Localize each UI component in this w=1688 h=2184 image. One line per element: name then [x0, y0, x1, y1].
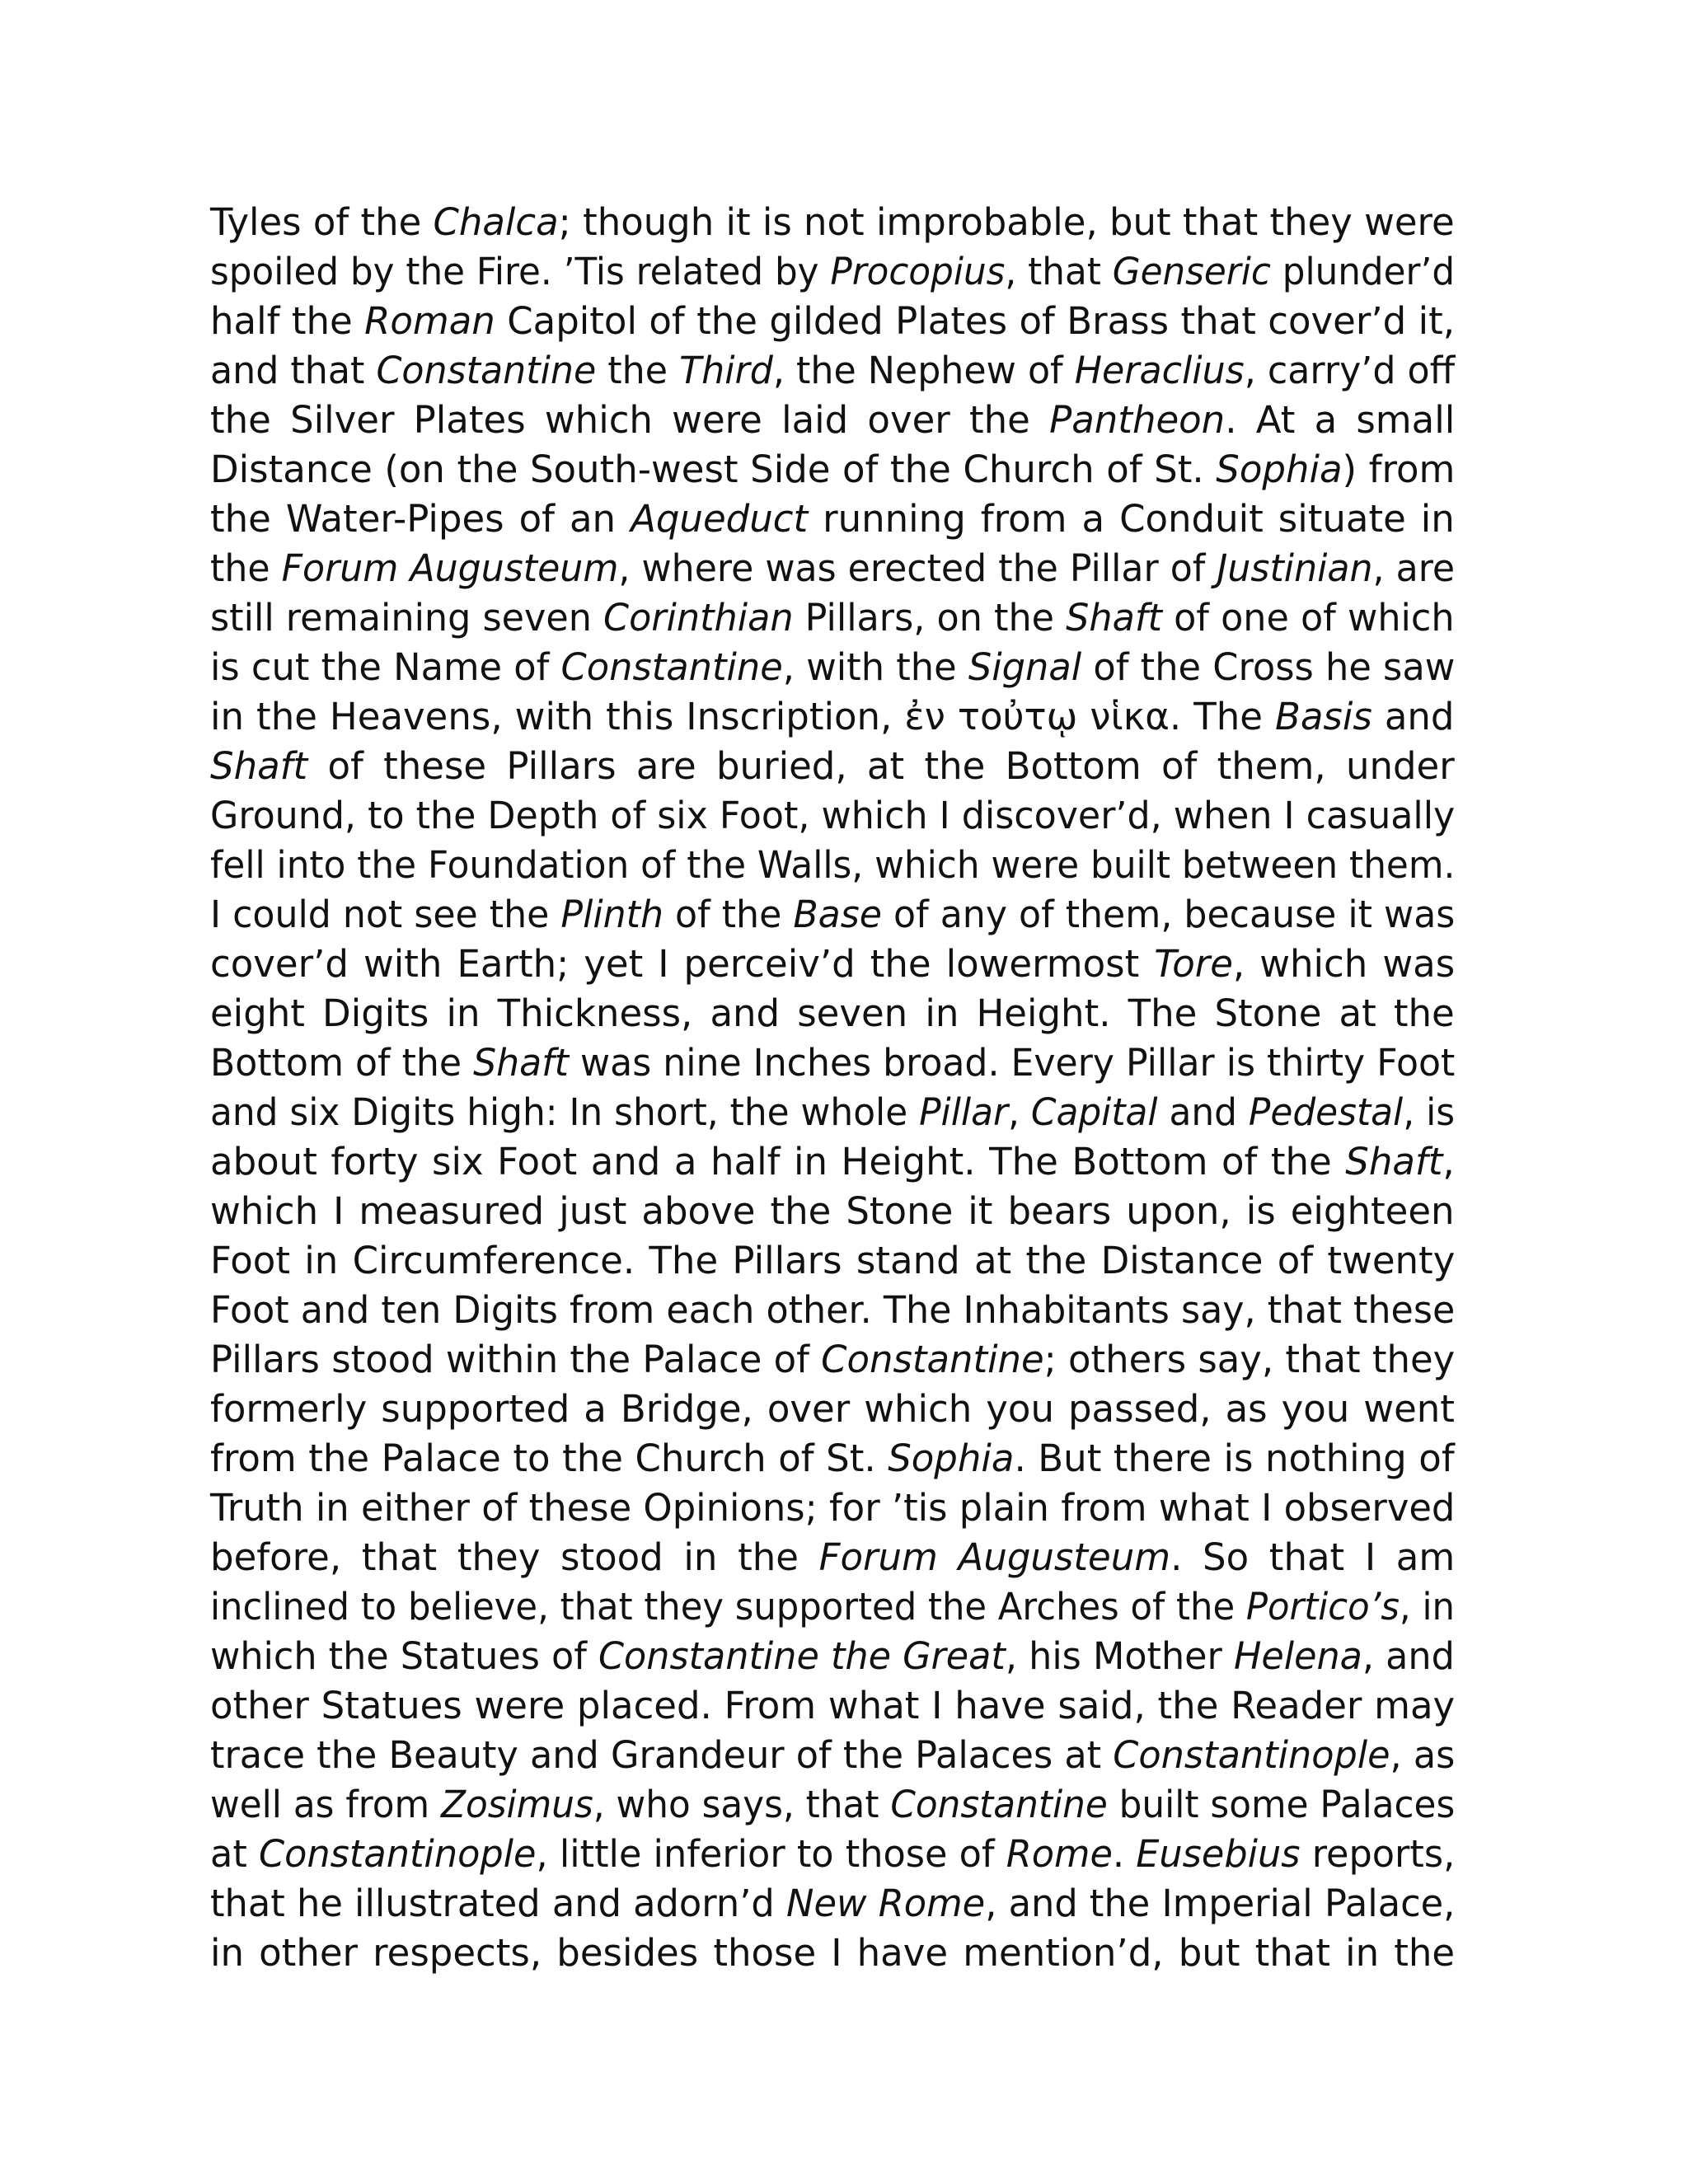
text-segment: cover’d with Earth; yet I perceiv’d the lowermost: [210, 942, 1155, 986]
text-segment: spoiled by the Fire. ’Tis related by: [210, 250, 831, 293]
text-segment: built some Palaces: [1107, 1783, 1456, 1826]
italic-text-segment: Constantine: [890, 1783, 1108, 1826]
text-line: [210, 1038, 1456, 1088]
italic-text-segment: Justinian: [1217, 546, 1373, 590]
text-segment: Tyles of the: [210, 200, 434, 244]
text-line: [210, 593, 1455, 643]
text-line: [210, 1681, 1455, 1731]
text-segment: trace the Beauty and Grandeur of the Palaces at: [210, 1733, 1114, 1777]
italic-text-segment: Sophia: [1216, 448, 1343, 491]
italic-text-segment: Basis: [1274, 695, 1372, 738]
text-line: [210, 1483, 1456, 1533]
text-line: [210, 1879, 1456, 1929]
text-line: [210, 198, 1453, 247]
text-segment: that he illustrated and adorn’d: [210, 1882, 787, 1925]
text-segment: , and the Imperial Palace,: [985, 1882, 1456, 1925]
text-line: [210, 643, 1456, 692]
italic-text-segment: Chalca: [433, 200, 559, 244]
text-segment: inclined to believe, that they supported the Arches of the: [210, 1585, 1246, 1629]
text-segment: .: [1112, 1832, 1137, 1876]
italic-text-segment: Portico’s: [1245, 1585, 1400, 1629]
text-segment: , the Nephew of: [772, 349, 1075, 392]
text-segment: Truth in either of these Opinions; for ’tis plain from what I observed: [210, 1486, 1456, 1530]
text-line: [210, 1731, 1456, 1780]
italic-text-segment: Capital: [1030, 1090, 1158, 1134]
text-line: [210, 940, 1455, 989]
text-segment: Distance (on the South-west Side of the Church of St.: [210, 448, 1217, 491]
italic-text-segment: Tore: [1154, 942, 1233, 986]
italic-text-segment: Constantinople: [258, 1832, 537, 1876]
text-segment: of the: [663, 893, 794, 936]
italic-text-segment: Pantheon: [1049, 398, 1226, 442]
text-line: [210, 1335, 1456, 1385]
text-segment: ,: [1442, 1140, 1455, 1183]
text-segment: and: [1157, 1090, 1249, 1134]
italic-text-segment: Helena: [1233, 1634, 1362, 1678]
italic-text-segment: Third: [679, 349, 773, 392]
text-segment: was nine Inches broad. Every Pillar is thirty Foot: [569, 1041, 1456, 1085]
italic-text-segment: Shaft: [1066, 596, 1162, 640]
text-segment: in the Heavens, with this Inscription, ἐν τοὐτῳ νἱκα. The: [210, 695, 1275, 738]
text-segment: Pillars, on the: [793, 596, 1067, 640]
text-segment: the Silver Plates which were laid over the: [210, 398, 1050, 442]
text-segment: in other respects, besides those I have mention’d, but that in the: [210, 1931, 1456, 1975]
italic-text-segment: Constantinople: [1113, 1733, 1390, 1777]
text-line: [210, 989, 1455, 1038]
text-line: [210, 1088, 1456, 1137]
text-segment: , that: [1005, 250, 1113, 293]
text-segment: . But there is nothing of: [1014, 1436, 1455, 1480]
italic-text-segment: Constantine the Great: [598, 1634, 1006, 1678]
text-segment: of any of them, because it was: [881, 893, 1456, 936]
text-segment: . So that I am: [1170, 1535, 1456, 1579]
text-line: [210, 1533, 1455, 1582]
italic-text-segment: Sophia: [888, 1436, 1015, 1480]
italic-text-segment: Signal: [968, 645, 1082, 689]
italic-text-segment: Zosimus: [440, 1783, 593, 1826]
italic-text-segment: Corinthian: [603, 596, 794, 640]
text-segment: , is: [1403, 1090, 1456, 1134]
text-segment: at: [210, 1832, 259, 1876]
text-segment: of these Pillars are buried, at the Bottom of them, under: [307, 744, 1455, 788]
text-segment: , as: [1390, 1733, 1456, 1777]
text-line: [210, 494, 1455, 544]
italic-text-segment: Forum Augusteum: [281, 546, 619, 590]
text-segment: , little inferior to those of: [536, 1832, 1006, 1876]
text-line: [210, 1929, 1455, 1978]
text-segment: the Water-Pipes of an: [210, 497, 631, 541]
text-segment: Foot and ten Digits from each other. The Inhabitants say, that these: [210, 1288, 1456, 1332]
italic-text-segment: New Rome: [786, 1882, 986, 1925]
text-segment: Bottom of the: [210, 1041, 474, 1085]
text-line: [210, 297, 1455, 346]
italic-text-segment: Shaft: [210, 744, 308, 788]
text-segment: ) from: [1342, 448, 1456, 491]
text-segment: , are: [1372, 546, 1456, 590]
text-segment: is cut the Name of: [210, 645, 561, 689]
text-segment: , which was: [1232, 942, 1456, 986]
text-segment: Pillars stood within the Palace of: [210, 1338, 822, 1381]
text-segment: and: [1372, 695, 1455, 738]
text-line: [210, 1187, 1455, 1236]
text-segment: ; though it is not improbable, but that they were: [558, 200, 1455, 244]
text-line: [210, 396, 1455, 445]
text-segment: and that: [210, 349, 377, 392]
text-segment: , his Mother: [1005, 1634, 1234, 1678]
text-line: [210, 1582, 1455, 1632]
text-segment: about forty six Foot and a half in Height. The Bottom of the: [210, 1140, 1346, 1183]
text-segment: ,: [1007, 1090, 1031, 1134]
text-segment: I could not see the: [210, 893, 561, 936]
text-segment: from the Palace to the Church of St.: [210, 1436, 889, 1480]
italic-text-segment: Constantine: [560, 645, 783, 689]
italic-text-segment: Genseric: [1112, 250, 1271, 293]
text-segment: , in: [1399, 1585, 1455, 1629]
text-segment: ; others say, that they: [1043, 1338, 1456, 1381]
italic-text-segment: Shaft: [1345, 1140, 1443, 1183]
italic-text-segment: Base: [793, 893, 882, 936]
italic-text-segment: Forum Augusteum: [818, 1535, 1171, 1579]
text-segment: and six Digits high: In short, the whole: [210, 1090, 920, 1134]
text-line: [210, 544, 1456, 593]
text-line: [210, 247, 1456, 297]
text-segment: reports,: [1300, 1832, 1456, 1876]
text-line: [210, 1137, 1455, 1187]
text-segment: half the: [210, 299, 365, 343]
text-segment: other Statues were placed. From what I have said, the Reader may: [210, 1684, 1456, 1727]
text-line: [210, 1385, 1455, 1434]
text-segment: still remaining seven: [210, 596, 604, 640]
text-segment: , who says, that: [593, 1783, 891, 1826]
text-segment: Foot in Circumference. The Pillars stand at the Distance of twenty: [210, 1239, 1456, 1282]
italic-text-segment: Plinth: [560, 893, 664, 936]
text-line: [210, 346, 1456, 396]
text-line: [210, 791, 1456, 841]
text-segment: the: [210, 546, 282, 590]
italic-text-segment: Eusebius: [1136, 1832, 1301, 1876]
italic-text-segment: Pillar: [919, 1090, 1008, 1134]
text-line: [210, 445, 1455, 494]
italic-text-segment: Rome: [1006, 1832, 1113, 1876]
italic-text-segment: Heraclius: [1074, 349, 1245, 392]
italic-text-segment: Constantine: [376, 349, 597, 392]
text-segment: . At a small: [1225, 398, 1456, 442]
text-line: [210, 742, 1455, 791]
text-segment: before, that they stood in the: [210, 1535, 819, 1579]
text-segment: which I measured just above the Stone it bears upon, is eighteen: [210, 1189, 1455, 1233]
text-line: [210, 1236, 1455, 1286]
text-line: [210, 1632, 1455, 1681]
text-line: [210, 1780, 1456, 1830]
text-line: [210, 890, 1456, 940]
text-segment: formerly supported a Bridge, over which you passed, as you went: [210, 1387, 1455, 1431]
text-segment: fell into the Foundation of the Walls, which were built between them.: [210, 843, 1456, 887]
text-segment: the: [596, 349, 680, 392]
italic-text-segment: Pedestal: [1248, 1090, 1404, 1134]
text-segment: which the Statues of: [210, 1634, 598, 1678]
text-segment: of one of which: [1161, 596, 1455, 640]
text-segment: Ground, to the Depth of six Foot, which I discover’d, when I casually: [210, 794, 1456, 837]
text-line: [210, 841, 1456, 890]
italic-text-segment: Procopius: [830, 250, 1006, 293]
text-line: [210, 692, 1455, 742]
text-segment: of the Cross he saw: [1081, 645, 1456, 689]
text-segment: plunder’d: [1270, 250, 1456, 293]
italic-text-segment: Roman: [364, 299, 495, 343]
text-segment: Capitol of the gilded Plates of Brass that cover’d it,: [495, 299, 1456, 343]
text-segment: , with the: [782, 645, 968, 689]
text-line: [210, 1830, 1456, 1879]
text-segment: running from a Conduit situate in: [808, 497, 1455, 541]
body-text: [210, 198, 1455, 1978]
italic-text-segment: Constantine: [821, 1338, 1044, 1381]
text-segment: , and: [1362, 1634, 1455, 1678]
text-segment: eight Digits in Thickness, and seven in Height. The Stone at the: [210, 991, 1455, 1035]
text-segment: , where was erected the Pillar of: [618, 546, 1217, 590]
text-line: [210, 1286, 1456, 1335]
text-line: [210, 1434, 1455, 1483]
text-segment: , carry’d off: [1244, 349, 1456, 392]
text-segment: well as from: [210, 1783, 441, 1826]
italic-text-segment: Shaft: [473, 1041, 570, 1085]
italic-text-segment: Aqueduct: [631, 497, 809, 541]
